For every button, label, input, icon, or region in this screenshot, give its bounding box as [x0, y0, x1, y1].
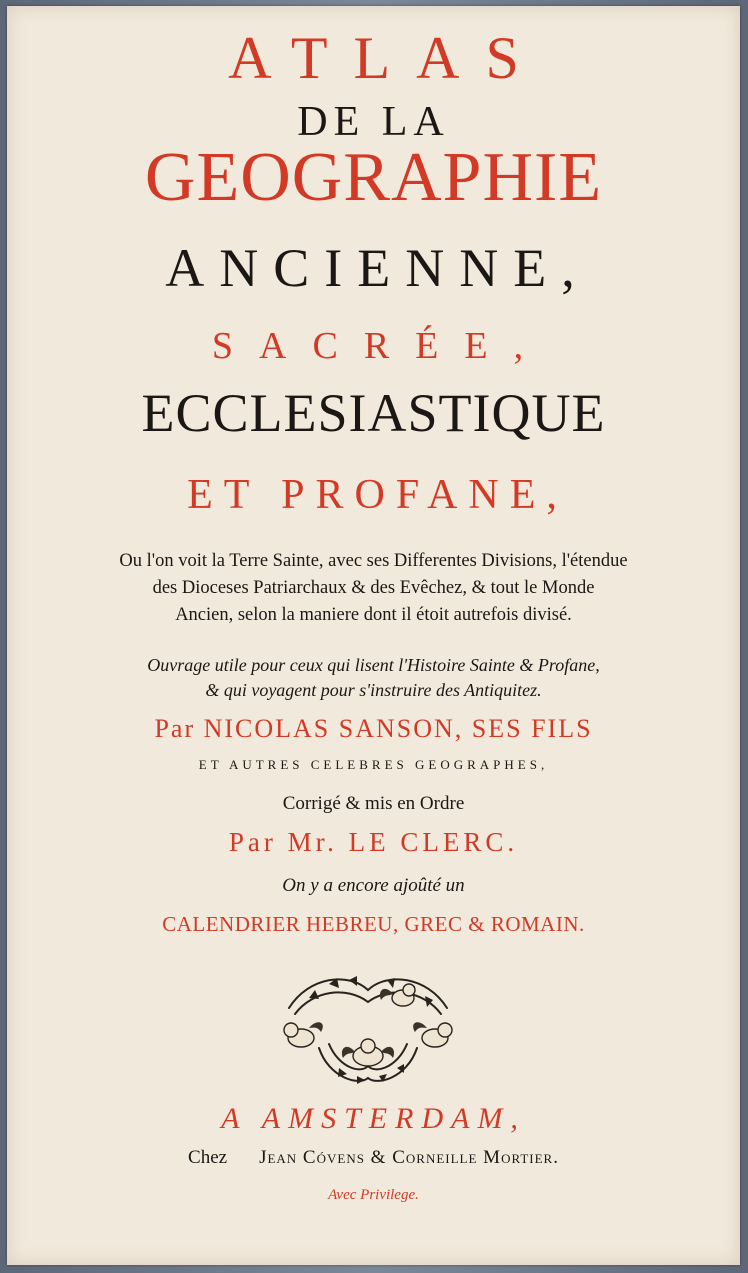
title-atlas: ATLAS: [228, 25, 545, 91]
usefulness-line: Ouvrage utile pour ceux qui lisent l'Histoire Sainte & Profane,: [147, 655, 600, 675]
title-ecclesiastique: ECCLESIASTIQUE: [141, 383, 606, 443]
corrected-line: Corrigé & mis en Ordre: [282, 793, 465, 814]
publisher-line: [7, 1148, 740, 1167]
description-line: des Dioceses Patriarchaux & des Evêchez, & tout le Monde: [152, 578, 595, 598]
privilege-line: Avec Privilege.: [328, 1187, 419, 1203]
title-page-sheet: [7, 6, 740, 1265]
editor-line: Par Mr. LE CLERC.: [228, 827, 519, 857]
title-et-profane: ET PROFANE,: [187, 472, 568, 518]
author-line: Par NICOLAS SANSON, SES FILS: [154, 714, 593, 743]
description-line: Ancien, selon la maniere dont il étoit autrefois divisé.: [175, 605, 572, 625]
chez-word: Chez: [188, 1147, 228, 1168]
usefulness-block: [7, 653, 740, 703]
added-line: On y a encore ajoûté un: [282, 875, 465, 896]
cherubs-garland-vignette-icon: [269, 968, 467, 1092]
usefulness-line: & qui voyagent pour s'instruire des Antiquitez.: [205, 680, 542, 700]
author-sub-line: ET AUTRES CELEBRES GEOGRAPHES,: [198, 757, 549, 772]
description-line: Ou l'on voit la Terre Sainte, avec ses Differentes Divisions, l'étendue: [119, 551, 628, 571]
title-sacree: SACRÉE,: [211, 325, 550, 367]
description-block: [7, 548, 740, 629]
title-ancienne: ANCIENNE,: [165, 238, 590, 298]
publishers-names: Jean Cóvens & Corneille Mortier.: [259, 1147, 559, 1168]
place-line: A AMSTERDAM,: [221, 1102, 526, 1135]
title-geographie: GEOGRAPHIE: [144, 139, 603, 216]
title-de-la: DE LA: [297, 99, 450, 145]
calendar-line: CALENDRIER HEBREU, GREC & ROMAIN.: [162, 912, 585, 936]
